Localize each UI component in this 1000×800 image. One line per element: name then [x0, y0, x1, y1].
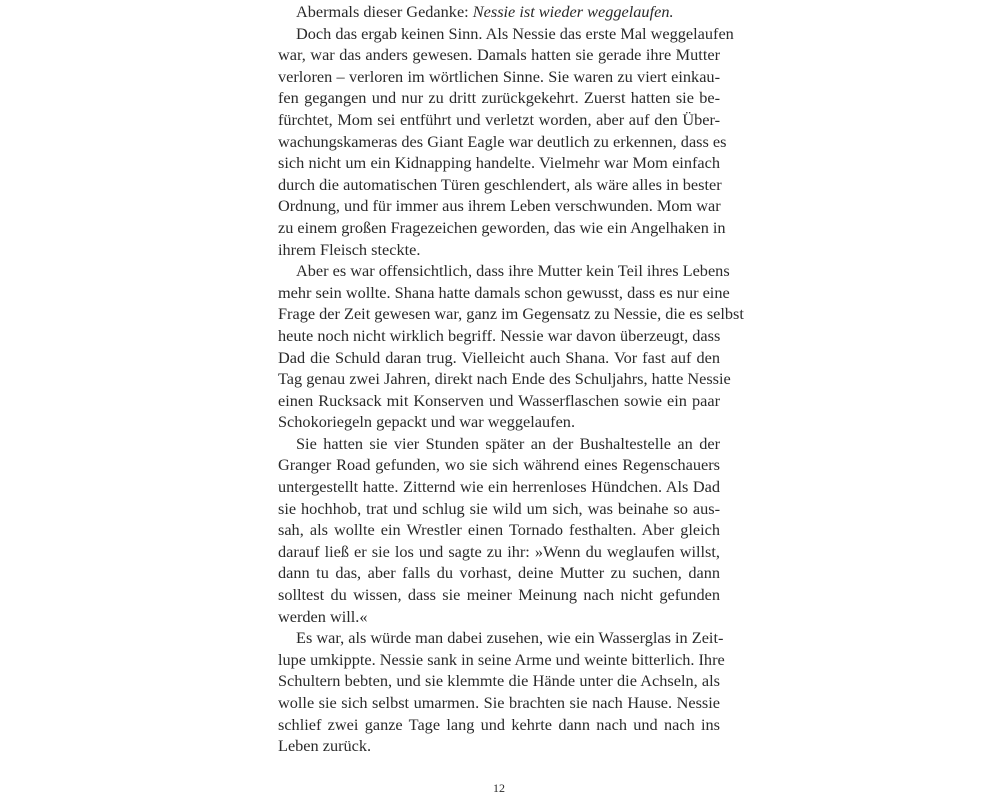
- text-line-content: einen Rucksack mit Konserven und Wasserflaschen sowie ein paar: [278, 390, 720, 410]
- text-line-content: dann tu das, aber falls du vorhast, deine Mutter zu suchen, dann: [278, 563, 720, 583]
- text-line-content: durch die automatischen Türen geschlendert, als wäre alles in bester: [278, 174, 722, 194]
- text-line: [278, 368, 731, 390]
- text-line: [278, 411, 720, 433]
- text-line: [278, 325, 720, 347]
- text-line-content: Leben zurück.: [278, 736, 372, 756]
- text-line-content: sie hochhob, trat und schlug sie wild um sich, was beinahe so aus-: [278, 498, 720, 518]
- text-line: [278, 217, 726, 239]
- book-page: [278, 0, 744, 800]
- text-line-content: fürchtet, Mom sei entführt und verletzt worden, aber auf den Über-: [278, 109, 720, 129]
- text-line: [278, 433, 720, 455]
- text-line: [278, 109, 720, 131]
- text-line-content: schlief zwei ganze Tage lang und kehrte dann nach und nach ins: [278, 714, 720, 734]
- text-line: [278, 541, 720, 563]
- text-line: [278, 239, 720, 261]
- text-line: [278, 606, 720, 628]
- text-line: [278, 87, 720, 109]
- text-line-content: verloren – verloren im wörtlichen Sinne. Sie waren zu viert einkau-: [278, 66, 720, 86]
- text-line-content: sich nicht um ein Kidnapping handelte. Vielmehr war Mom einfach: [278, 153, 720, 173]
- italic-text: Nessie ist wieder weggelaufen.: [472, 2, 674, 21]
- text-line-content: Sie hatten sie vier Stunden später an der Bushaltestelle an der: [296, 433, 720, 453]
- body-text: [278, 1, 744, 757]
- text-line: [278, 476, 720, 498]
- text-line: [278, 562, 720, 584]
- text-line: [278, 454, 720, 476]
- text-line-content: zu einem großen Fragezeichen geworden, das wie ein Angelhaken in: [278, 217, 726, 237]
- text-line-content: Doch das ergab keinen Sinn. Als Nessie das erste Mal weggelaufen: [296, 23, 734, 43]
- text-line-content: darauf ließ er sie los und sagte zu ihr: »Wenn du weglaufen willst,: [278, 541, 720, 561]
- text-line: [278, 692, 720, 714]
- text-line-content: Frage der Zeit gewesen war, ganz im Gegensatz zu Nessie, die es selbst: [278, 304, 744, 324]
- text-line: [278, 282, 730, 304]
- text-line-content: Abermals dieser Gedanke:: [296, 2, 473, 21]
- text-line-content: heute noch nicht wirklich begriff. Nessie war davon überzeugt, dass: [278, 325, 721, 345]
- text-line: [278, 584, 720, 606]
- text-line: [278, 174, 720, 196]
- text-line: [278, 714, 720, 736]
- text-line-content: Tag genau zwei Jahren, direkt nach Ende des Schuljahrs, hatte Nessie: [278, 369, 731, 389]
- text-line: [278, 44, 720, 66]
- page-number: 12: [493, 781, 505, 795]
- text-line: [278, 260, 730, 282]
- text-line: [278, 649, 725, 671]
- text-line: [278, 303, 744, 325]
- text-line-content: ihrem Fleisch steckte.: [278, 239, 421, 259]
- text-line-content: solltest du wissen, dass sie meiner Meinung nach nicht gefunden: [278, 585, 720, 605]
- text-line: [278, 498, 720, 520]
- text-line-content: lupe umkippte. Nessie sank in seine Arme und weinte bitterlich. Ihre: [278, 649, 725, 669]
- text-line-content: Granger Road gefunden, wo sie sich während eines Regenschauers: [278, 455, 720, 475]
- text-line: [278, 1, 720, 23]
- text-line-content: Aber es war offensichtlich, dass ihre Mutter kein Teil ihres Lebens: [296, 261, 730, 281]
- text-line: [278, 627, 724, 649]
- text-line-content: war, war das anders gewesen. Damals hatten sie gerade ihre Mutter: [278, 45, 720, 65]
- text-line-content: untergestellt hatte. Zitternd wie ein herrenloses Hündchen. Als Dad: [278, 477, 720, 497]
- text-line: [278, 347, 720, 369]
- text-line-content: Schultern bebten, und sie klemmte die Hände unter die Achseln, als: [278, 671, 720, 691]
- text-line: [278, 152, 720, 174]
- text-line: [278, 195, 720, 217]
- text-line: [278, 131, 727, 153]
- text-line: [278, 390, 720, 412]
- text-line-content: werden will.«: [278, 606, 368, 626]
- text-line: [278, 66, 720, 88]
- text-line: [278, 23, 734, 45]
- text-line: [278, 519, 720, 541]
- text-line: [278, 735, 720, 757]
- text-line-content: sah, als wollte ein Wrestler einen Tornado festhalten. Aber gleich: [278, 520, 720, 540]
- text-line-content: Dad die Schuld daran trug. Vielleicht auch Shana. Vor fast auf den: [278, 347, 720, 367]
- text-line: [278, 670, 720, 692]
- text-line-content: fen gegangen und nur zu dritt zurückgekehrt. Zuerst hatten sie be-: [278, 88, 720, 108]
- text-line-content: mehr sein wollte. Shana hatte damals schon gewusst, dass es nur eine: [278, 282, 730, 302]
- text-line-content: Ordnung, und für immer aus ihrem Leben verschwunden. Mom war: [278, 196, 721, 216]
- text-line-content: wachungskameras des Giant Eagle war deutlich zu erkennen, dass es: [278, 131, 727, 151]
- text-line-content: wolle sie sich selbst umarmen. Sie brachten sie nach Hause. Nessie: [278, 693, 720, 712]
- text-line-content: Es war, als würde man dabei zusehen, wie ein Wasserglas in Zeit-: [296, 628, 724, 648]
- text-line-content: Schokoriegeln gepackt und war weggelaufen.: [278, 412, 576, 432]
